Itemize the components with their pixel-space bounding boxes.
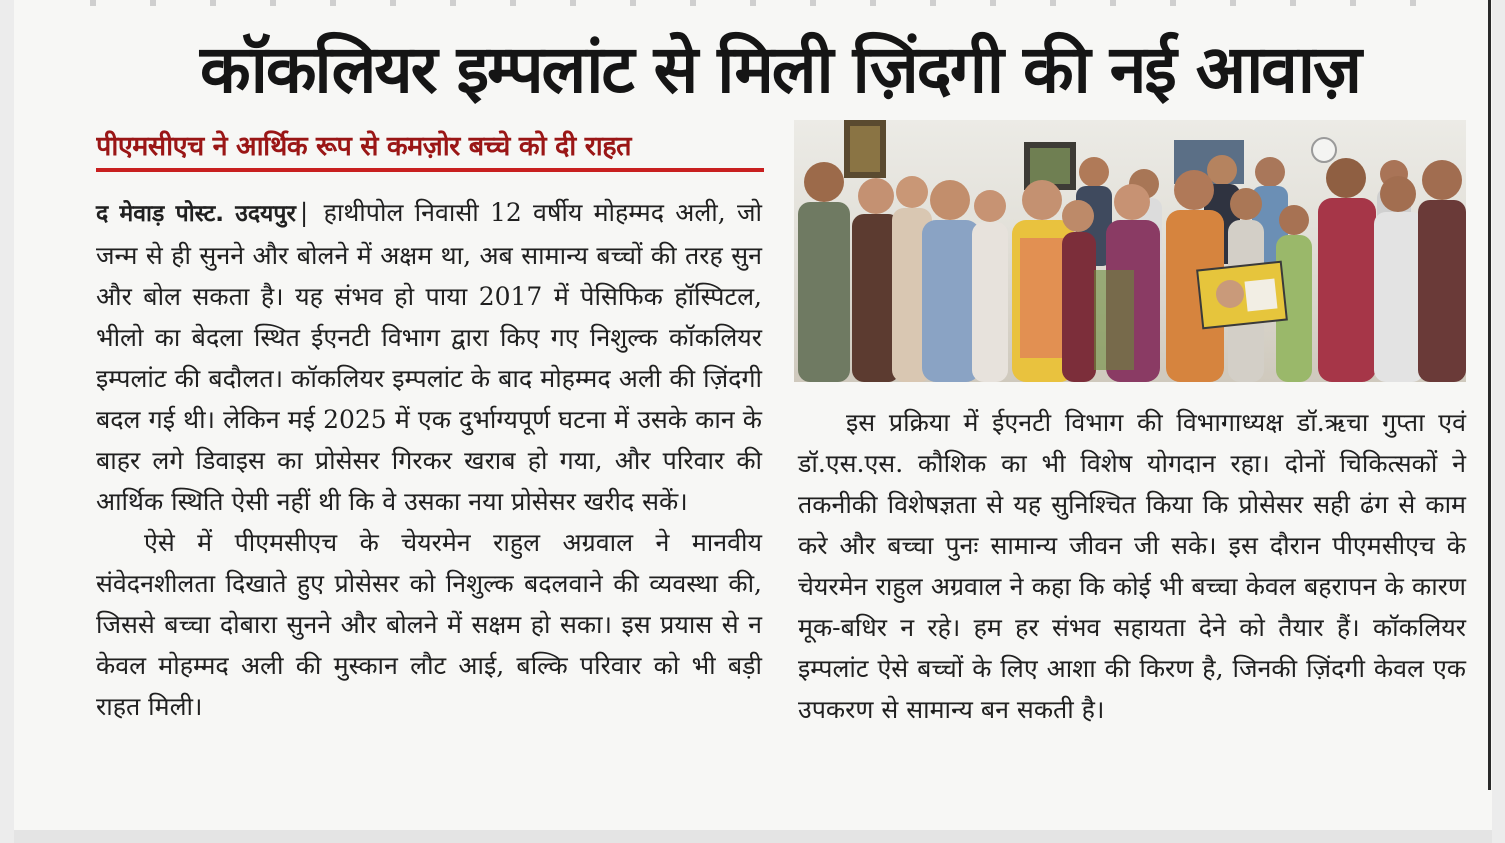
wall-clock	[1312, 138, 1336, 162]
subheadline: पीएमसीएच ने आर्थिक रूप से कमज़ोर बच्चे को दी राहत	[96, 128, 764, 172]
group-photo	[794, 120, 1466, 382]
cut-off-previous-line	[90, 0, 1470, 6]
paragraph-3: इस प्रक्रिया में ईएनटी विभाग की विभागाध्यक्ष डॉ.ऋचा गुप्ता एवं डॉ.एस.एस. कौशिक का भी विशेष योगदान रहा। दोनों चिकित्सकों ने तकनीकी विशेषज्ञता से यह सुनिश्चित किया कि प्रोसेसर सही ढंग से काम करे और बच्चा पुनः सामान्य जीवन जी सके। इस दौरान पीएमसीएच के चेयरमेन राहुल अग्रवाल ने कहा कि कोई भी बच्चा केवल बहरापन के कारण मूक-बधिर न रहे। हम हर संभव सहायता देने को तैयार हैं। कॉकलियर इम्पलांट ऐसे बच्चों के लिए आशा की किरण है, जिनकी ज़िंदगी केवल एक उपकरण से सामान्य बन सकती है।	[798, 408, 1466, 724]
page-edge	[1488, 0, 1491, 790]
article-column-left	[96, 192, 762, 727]
headline: कॉकलियर इम्पलांट से मिली ज़िंदगी की नई आवाज़	[200, 31, 1360, 108]
group-photo-illustration	[794, 120, 1466, 382]
paragraph-1-text: हाथीपोल निवासी 12 वर्षीय मोहम्मद अली, जो जन्म से ही सुनने और बोलने में अक्षम था, अब सामान्य बच्चों की तरह सुन और बोल सकता है। यह संभव हो पाया 2017 में पेसिफिक हॉस्पिटल, भीलो का बेदला स्थित ईएनटी विभाग द्वारा किए गए निशुल्क कॉकलियर इम्पलांट की बदौलत। कॉकलियर इम्पलांट के बाद मोहम्मद अली की ज़िंदगी बदल गई थी। लेकिन मई 2025 में एक दुर्भाग्यपूर्ण घटना में उसके कान के बाहर लगे डिवाइस का प्रोसेसर गिरकर खराब हो गया, और परिवार की आर्थिक स्थिति ऐसी नहीं थी कि वे उसका नया प्रोसेसर खरीद सकें।	[96, 198, 763, 516]
paragraph-1	[96, 192, 762, 522]
front-row	[798, 158, 1466, 382]
byline: द मेवाड़ पोस्ट. उदयपुर	[96, 201, 296, 227]
page-bottom-margin	[14, 830, 1492, 843]
byline-separator: |	[299, 198, 309, 227]
certificate-frame	[1197, 262, 1287, 328]
article-column-right	[798, 402, 1466, 730]
paragraph-2: ऐसे में पीएमसीएच के चेयरमेन राहुल अग्रवाल ने मानवीय संवेदनशीलता दिखाते हुए प्रोसेसर को निशुल्क बदलवाने की व्यवस्था की, जिससे बच्चा दोबारा सुनने और बोलने में सक्षम हो सका। इस प्रयास से न केवल मोहम्मद अली की मुस्कान लौट आई, बल्कि परिवार को भी बड़ी राहत मिली।	[96, 528, 762, 721]
